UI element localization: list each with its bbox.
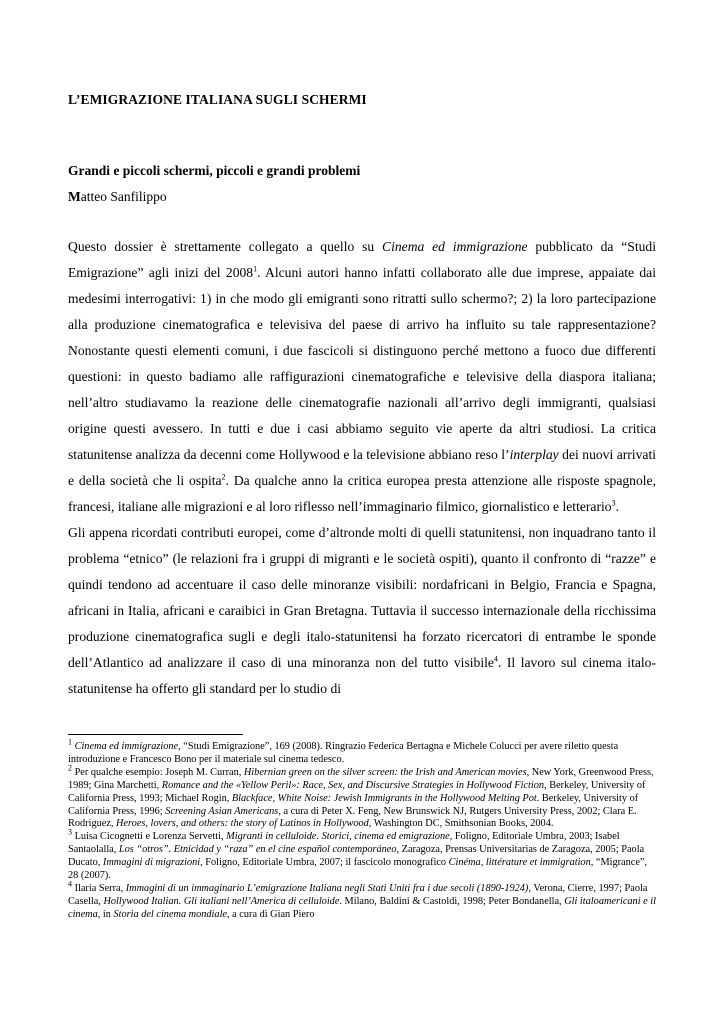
italic-title: Blackface, White Noise: Jewish Immigrants in the Hollywood Melting Pot [231, 792, 537, 804]
footnote-ref-1[interactable]: 1 [253, 264, 258, 274]
text-run: , Zaragoza, Prensas Universitarias de Zaragoza, 2005; Paola Ducato, [68, 844, 645, 869]
text-run: Questo dossier è strettamente collegato a quello su [68, 239, 383, 254]
italic-title: Romance and the «Yellow Peril»: Race, Sex, and Discursive Strategies in Hollywood Fiction [161, 779, 545, 791]
text-run: . Il lavoro sul cinema italo-statunitense ha offerto gli standard per lo studio di [68, 655, 656, 696]
italic-title: Heroes, lovers, and others: the story of Latinos in Hollywood [116, 818, 369, 830]
footnote-ref-2[interactable]: 2 [221, 472, 226, 482]
text-run: . Milano, Baldini & Castoldi, 1998; Peter Bondanella, [339, 895, 565, 907]
footnote-marker: 4 [68, 879, 72, 889]
author-initial: M [68, 189, 81, 204]
italic-title: Hibernian green on the silver screen: the Irish and American movies [243, 766, 527, 778]
text-run: dei nuovi arrivati e della società che li ospita [68, 447, 656, 488]
text-run: . Da qualche anno la critica europea presta attenzione alle risposte spagnole, francesi, italiane alle migrazioni e al loro riflesso nell’immaginario filmico, giornalistico e letterario [68, 473, 656, 514]
paragraph-1 [68, 234, 656, 520]
footnote-3 [68, 827, 658, 883]
text-run: . Berkeley, University of California Press, 1996; [68, 792, 639, 817]
text-run: Ilaria Serra, [72, 882, 126, 894]
footnote-1 [68, 737, 658, 767]
italic-title: Los “otros”. Etnicidad y “raza” en el cine español contemporáneo [118, 844, 397, 856]
footnote-2 [68, 763, 658, 832]
italic-title: Screening Asian Americans [165, 805, 279, 817]
text-run: , New York, Greenwood Press, 1989; Gina Marchetti, [68, 766, 654, 791]
footnote-marker: 2 [68, 763, 72, 773]
text-run: , “Studi Emigrazione”, 169 (2008). Ringrazio Federica Bertagna e Michele Colucci per avere riletto questa introduzione e Francesco Bono per il materiale sul cinema tedesco. [68, 741, 619, 765]
italic-title: Immagini di migrazioni [102, 857, 201, 869]
paragraph-2 [68, 520, 656, 702]
footnote-marker: 1 [68, 737, 72, 747]
italic-term: interplay [509, 447, 559, 462]
italic-title: Cinéma, littérature et immigration [448, 857, 591, 869]
text-run: , Foligno, Editoriale Umbra, 2007; il fascicolo monografico [200, 857, 449, 869]
section-title: Grandi e piccoli schermi, piccoli e grandi problemi [68, 163, 361, 178]
italic-title: Migranti in celluloide. Storici, cinema ed emigrazione [226, 831, 450, 843]
text-run: pubblicato da “Studi Emigrazione” agli inizi del 2008 [68, 239, 656, 280]
text-run: , Foligno, Editoriale Umbra, 2003; Isabel Santaolalla, [68, 831, 620, 856]
text-run: Gli appena ricordati contributi europei, come d’altronde molti di quelli statunitensi, non inquadrano tanto il problema “etnico” (le relazioni fra i gruppi di migranti e le società ospiti), quanto il confronto di “razze” e quindi tendono ad accentuare il caso delle minoranze visibili: nordafricani in Belgio, Francia e Spagna, africani in Italia, africani e caraibici in Gran Bretagna. Tuttavia il successo internazionale della ricchissima produzione cinematografica sugli e degli italo-statunitensi ha forzato ricercatori di entrambe le sponde dell’Atlantico ad analizzare il caso di una minoranza non del tutto visibile [68, 525, 656, 670]
text-run: , Berkeley, University of California Press, 1993; Michael Rogin, [68, 779, 646, 804]
italic-title: Immagini di un immaginario L’emigrazione Italiana negli Stati Uniti fra i due secoli (1890-1924) [125, 882, 529, 894]
body-text [68, 234, 656, 702]
italic-title: Storia del cinema mondiale [113, 908, 228, 920]
document-title: L’EMIGRAZIONE ITALIANA SUGLI SCHERMI [68, 92, 367, 107]
author-name-rest: atteo Sanfilippo [80, 189, 167, 204]
footnote-ref-4[interactable]: 4 [493, 654, 498, 664]
text-run: , “Migrance”, 28 (2007). [68, 857, 648, 882]
italic-title: Hollywood Italian. Gli italiani nell’America di celluloide [103, 895, 340, 907]
text-run: Per qualche esempio: Joseph M. Curran, [72, 766, 244, 778]
footnote-4 [68, 879, 658, 922]
italic-title: Gli italoamericani e il cinema [68, 895, 657, 920]
text-run: , a cura di Peter X. Feng, New Brunswick NJ, Rutgers University Press, 2002; Clara E. Rodriguez, [68, 805, 637, 830]
text-run: , Verona, Cierre, 1997; Paola Casella, [68, 882, 648, 907]
text-run: , Washington DC, Smithsonian Books, 2004. [368, 818, 554, 830]
author-name [68, 189, 167, 205]
text-run: , a cura di Gian Piero [227, 908, 315, 920]
text-run: , in [97, 908, 114, 920]
text-run: . Alcuni autori hanno infatti collaborato alle due imprese, appaiate dai medesimi interrogativi: 1) in che modo gli emigranti sono ritratti sullo schermo?; 2) la loro partecipazione alla produzione cinematografica e televisiva del paese di arrivo ha influito su tale rappresentazione? Nonostante questi elementi comuni, i due fascicoli si distinguono perché mettono a fuoco due differenti questioni: in questo badiamo alle raffigurazioni cinematografiche e televisive della diaspora italiana; nell’altro studiavamo la reazione delle cinematografie nazionali all’arrivo degli immigranti, qualsiasi origine questi avessero. In tutti e due i casi abbiamo seguito vie aperte da altri studiosi. La critica statunitense analizza da decenni come Hollywood e la televisione abbiano reso l’ [68, 265, 656, 462]
text-run: . [615, 499, 619, 514]
footnote-ref-3[interactable]: 3 [611, 498, 616, 508]
footnote-marker: 3 [68, 827, 72, 837]
text-run: Luisa Cicognetti e Lorenza Servetti, [72, 831, 227, 843]
italic-title: Cinema ed immigrazione [382, 239, 528, 254]
footnote-separator [68, 734, 243, 735]
italic-title: Cinema ed immigrazione [74, 741, 179, 752]
footnotes [68, 737, 658, 922]
